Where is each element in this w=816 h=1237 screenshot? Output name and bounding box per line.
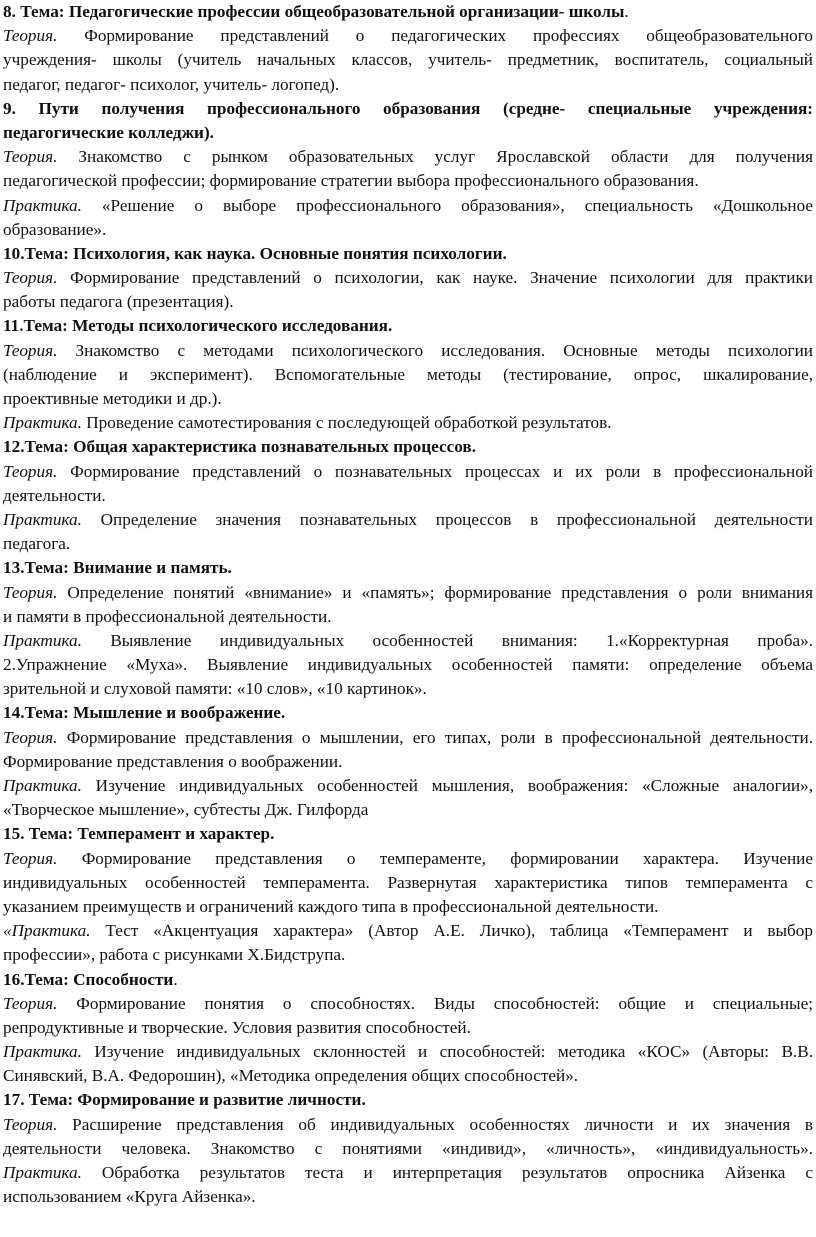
section-label: Практика. — [3, 1163, 82, 1182]
body-text: деятельности человека. Знакомство с понятиями «индивид», «личность», «индивидуальность». — [3, 1138, 813, 1158]
text-line — [3, 677, 813, 701]
section-label: Теория. — [3, 582, 58, 602]
section-label: Практика. — [3, 1042, 82, 1062]
text-line — [3, 290, 813, 314]
body-text: работы педагога (презентация). — [3, 292, 234, 312]
section-label: Теория. — [3, 268, 58, 288]
text-line — [3, 1064, 813, 1088]
body-text: Формирование представления о темпераменте, формировании характера. Изучение — [57, 848, 813, 868]
text-line — [3, 919, 813, 943]
body-text: и памяти в профессиональной деятельности. — [3, 606, 332, 626]
text-line — [3, 798, 813, 822]
body-text: педагогической профессии; формирование стратегии выбора профессионального образования. — [3, 171, 699, 191]
body-text: Формирование представления о мышлении, его типах, роли в профессиональной деятельности. — [57, 727, 813, 747]
section-label: Практика. — [3, 413, 82, 433]
body-text: Формирование представления о воображении. — [3, 751, 343, 771]
text-line — [3, 411, 813, 435]
text-line — [3, 169, 813, 193]
section-label: Теория. — [3, 340, 58, 360]
body-text: профессии», работа с рисунками Х.Бидструпа. — [3, 945, 346, 965]
text-line — [3, 484, 813, 508]
heading-text: 14.Тема: Мышление и воображение. — [3, 703, 286, 723]
heading-text: 13.Тема: Внимание и память. — [3, 558, 232, 578]
body-text: указанием преимуществ и ограничений каждого типа в профессиональной деятельности. — [3, 896, 659, 916]
body-text: Знакомство с рынком образовательных услуг Ярославской области для получения — [57, 147, 813, 167]
section-label: Теория. — [3, 727, 58, 747]
heading-text: 12.Тема: Общая характеристика познавательных процессов. — [3, 437, 476, 457]
text-line — [3, 218, 813, 242]
section-label: Теория. — [3, 848, 58, 868]
body-text: проективные методики и др.). — [3, 389, 222, 408]
heading-text: 9. Пути получения профессионального образования (средне- специальные учреждения: — [3, 98, 813, 118]
heading-text: педагогические колледжи). — [3, 122, 214, 142]
text-line — [3, 363, 813, 387]
heading-text: 17. Тема: Формирование и развитие личности. — [3, 1090, 366, 1110]
text-line — [3, 968, 813, 992]
body-text: Формирование представлений о психологии, как науке. Значение психологии для практики — [57, 268, 813, 288]
section-label: Теория. — [3, 1114, 58, 1134]
body-text: Определение значения познавательных процессов в профессиональной деятельности — [81, 509, 813, 529]
text-line — [3, 605, 813, 629]
text-line — [3, 895, 813, 919]
text-line — [3, 847, 813, 871]
text-line — [3, 532, 813, 556]
text-line — [3, 314, 813, 338]
text-line — [3, 992, 813, 1016]
text-line — [3, 145, 813, 169]
heading-text: 15. Тема: Темперамент и характер. — [3, 824, 275, 844]
section-label: Теория. — [3, 147, 58, 167]
body-text: учреждения- школы (учитель начальных классов, учитель- предметник, воспитатель, социальный — [3, 50, 813, 70]
body-text: Формирование представлений о педагогических профессиях общеобразовательного — [57, 26, 813, 46]
text-line — [3, 943, 813, 967]
body-text: «Решение о выборе профессионального образования», специальность «Дошкольное — [81, 195, 813, 215]
text-line — [3, 73, 813, 97]
text-line — [3, 701, 813, 725]
body-text: Проведение самотестирования с последующей обработкой результатов. — [81, 413, 612, 433]
text-line — [3, 387, 813, 411]
body-text: педагог, педагог- психолог, учитель- логопед). — [3, 74, 340, 94]
text-line — [3, 653, 813, 677]
body-text: Обработка результатов теста и интерпретация результатов опросника Айзенка с — [81, 1163, 813, 1182]
heading-text: 11.Тема: Методы психологического исследования. — [3, 316, 393, 336]
text-line — [3, 1137, 813, 1161]
heading-text: 16.Тема: Способности — [3, 969, 174, 989]
body-text: . — [624, 2, 629, 21]
text-line — [3, 871, 813, 895]
body-text: Изучение индивидуальных особенностей мышления, воображения: «Сложные аналогии», — [81, 776, 813, 795]
body-text: индивидуальных особенностей темперамента. Развернутая характеристика типов темперамента с — [3, 872, 813, 892]
text-line — [3, 1016, 813, 1040]
text-line — [3, 508, 813, 532]
text-line — [3, 460, 813, 484]
text-line — [3, 48, 813, 72]
section-label: Практика. — [3, 195, 82, 215]
section-label: Теория. — [3, 26, 58, 46]
text-line — [3, 242, 813, 266]
text-line — [3, 581, 813, 605]
text-line — [3, 774, 813, 798]
body-text: Синявский, В.А. Федорошин), «Методика определения общих способностей». — [3, 1066, 579, 1086]
text-line — [3, 0, 813, 24]
section-label: «Практика. — [3, 921, 91, 941]
body-text: Изучение индивидуальных склонностей и способностей: методика «КОС» (Авторы: В.В. — [81, 1042, 813, 1062]
text-line — [3, 1185, 813, 1209]
body-text: использованием «Круга Айзенка». — [3, 1187, 256, 1207]
body-text: образование». — [3, 219, 107, 239]
section-label: Теория. — [3, 461, 58, 481]
section-label: Практика. — [3, 776, 82, 795]
heading-text: 10.Тема: Психология, как наука. Основные понятия психологии. — [3, 243, 507, 263]
text-line — [3, 750, 813, 774]
text-line — [3, 1113, 813, 1137]
text-line — [3, 556, 813, 580]
body-text: Тест «Акцентуация характера» (Автор А.Е. Личко), таблица «Темперамент и выбор — [90, 921, 813, 941]
body-text: . — [173, 969, 178, 989]
text-line — [3, 266, 813, 290]
text-line — [3, 435, 813, 459]
body-text: 2.Упражнение «Муха». Выявление индивидуальных особенностей памяти: определение объема — [3, 655, 813, 675]
text-line — [3, 629, 813, 653]
body-text: репродуктивные и творческие. Условия развития способностей. — [3, 1017, 471, 1037]
body-text: Расширение представления об индивидуальных особенностях личности и их значения в — [57, 1114, 813, 1134]
text-line — [3, 339, 813, 363]
text-line — [3, 1161, 813, 1185]
section-label: Практика. — [3, 630, 82, 650]
body-text: деятельности. — [3, 485, 106, 505]
text-line — [3, 726, 813, 750]
body-text: Формирование понятия о способностях. Виды способностей: общие и специальные; — [57, 993, 813, 1013]
text-line — [3, 121, 813, 145]
body-text: (наблюдение и эксперимент). Вспомогательные методы (тестирование, опрос, шкалирование, — [3, 364, 813, 384]
text-line — [3, 24, 813, 48]
text-line — [3, 1088, 813, 1112]
section-label: Теория. — [3, 993, 58, 1013]
text-line — [3, 97, 813, 121]
body-text: Определение понятий «внимание» и «память»; формирование представления о роли внимания — [57, 582, 813, 602]
text-line — [3, 1040, 813, 1064]
body-text: Знакомство с методами психологического исследования. Основные методы психологии — [57, 340, 813, 360]
body-text: Выявление индивидуальных особенностей внимания: 1.«Корректурная проба». — [81, 630, 813, 650]
body-text: зрительной и слуховой памяти: «10 слов», «10 картинок». — [3, 679, 427, 699]
text-line — [3, 822, 813, 846]
section-label: Практика. — [3, 509, 82, 529]
heading-text: 8. Тема: Педагогические профессии общеобразовательной организации- школы — [3, 2, 625, 21]
text-line — [3, 194, 813, 218]
body-text: педагога. — [3, 534, 71, 554]
body-text: «Творческое мышление», субтесты Дж. Гилфорда — [3, 800, 369, 820]
body-text: Формирование представлений о познавательных процессах и их роли в профессиональной — [57, 461, 813, 481]
